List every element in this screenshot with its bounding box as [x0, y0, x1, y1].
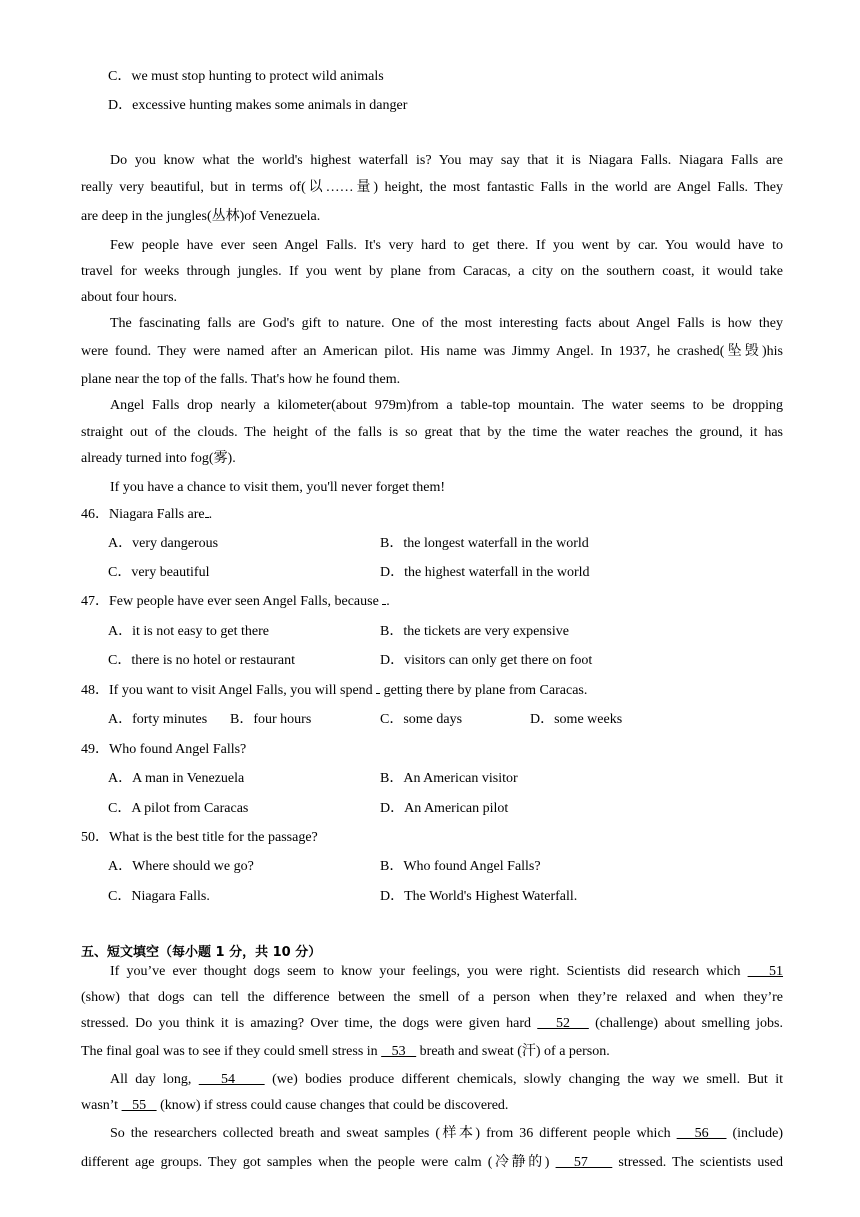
q50-option-d: D．The World's Highest Waterfall.	[380, 889, 578, 904]
question-49: 49．Who found Angel Falls?	[81, 742, 247, 757]
passage-p4-line2: straight out of the clouds. The height of the falls is so great that by the time the water reaches the ground, it has	[81, 425, 783, 440]
passage-p5: If you have a chance to visit them, you'll never forget them!	[110, 480, 446, 495]
passage-p4-line1: Angel Falls drop nearly a kilometer(about 979m)from a table-top mountain. The water seems to be dropping	[110, 398, 783, 413]
cloze-line-7: So the researchers collected breath and sweat samples (样本) from 36 different people which 56 (include)	[110, 1126, 784, 1141]
question-47: 47．Few people have ever seen Angel Falls, because .	[81, 594, 390, 609]
question-50: 50．What is the best title for the passage?	[81, 830, 318, 845]
passage-p1-line2: really very beautiful, but in terms of(以……量) height, the most fantastic Falls in the world are Angel Falls. They	[81, 180, 783, 195]
passage-p3-line1: The fascinating falls are God's gift to nature. One of the most interesting facts about Angel Falls is how they	[110, 316, 783, 331]
q48-option-d: D．some weeks	[530, 712, 623, 727]
cloze-line-1: If you’ve ever thought dogs seem to know your feelings, you were right. Scientists did research which 51	[110, 964, 784, 979]
blank-53: 53	[381, 1044, 417, 1059]
passage-p1-line1: Do you know what the world's highest waterfall is? You may say that it is Niagara Falls. Niagara Falls are	[110, 153, 783, 168]
passage-p1-line3: are deep in the jungles(丛林)of Venezuela.	[81, 209, 321, 224]
blank-51: 51	[747, 964, 784, 979]
cloze-line-5: All day long, 54 (we) bodies produce different chemicals, slowly changing the way we smell. But it	[110, 1072, 784, 1087]
q46-option-c: C．very beautiful	[108, 565, 210, 580]
q49-option-c: C．A pilot from Caracas	[108, 801, 249, 816]
cloze-line-2: (show) that dogs can tell the difference between the smell of a person when they’re relaxed and when they’re	[81, 990, 783, 1005]
prev-option-c: C．we must stop hunting to protect wild animals	[108, 69, 384, 84]
passage-p3-line2: were found. They were named after an American pilot. His name was Jimmy Angel. In 1937, he crashed(坠毁)his	[81, 344, 783, 359]
blank-56: 56	[676, 1126, 727, 1141]
q46-option-a: A．very dangerous	[108, 536, 219, 551]
q47-option-d: D．visitors can only get there on foot	[380, 653, 593, 668]
prev-option-d: D．excessive hunting makes some animals in danger	[108, 98, 408, 113]
blank-54: 54	[198, 1072, 265, 1087]
cloze-line-3: stressed. Do you think it is amazing? Over time, the dogs were given hard 52 (challenge) about smelling jobs.	[81, 1016, 784, 1031]
blank-57: 57	[555, 1155, 613, 1170]
q47-option-c: C．there is no hotel or restaurant	[108, 653, 296, 668]
cloze-line-6: wasn’t 55 (know) if stress could cause changes that could be discovered.	[81, 1098, 509, 1113]
passage-p3-line3: plane near the top of the falls. That's how he found them.	[81, 372, 401, 387]
q47-option-a: A．it is not easy to get there	[108, 624, 269, 639]
blank-55: 55	[121, 1098, 157, 1113]
q48-option-c: C．some days	[380, 712, 463, 727]
q48-option-a: A．forty minutes	[108, 712, 208, 727]
question-48: 48．If you want to visit Angel Falls, you will spend getting there by plane from Caracas.	[81, 683, 588, 698]
q49-option-d: D．An American pilot	[380, 801, 509, 816]
section-heading: 五、短文填空（每小题 1 分，共 10 分）	[81, 945, 322, 960]
passage-p4-line3: already turned into fog(雾).	[81, 451, 236, 466]
passage-p2-line3: about four hours.	[81, 290, 178, 305]
q50-option-a: A．Where should we go?	[108, 859, 254, 874]
q46-option-d: D．the highest waterfall in the world	[380, 565, 590, 580]
q46-option-b: B．the longest waterfall in the world	[380, 536, 589, 551]
q49-option-b: B．An American visitor	[380, 771, 518, 786]
q49-option-a: A．A man in Venezuela	[108, 771, 245, 786]
passage-p2-line2: travel for weeks through jungles. If you went by plane from Caracas, a city on the southern coast, it would take	[81, 264, 783, 279]
cloze-line-4: The final goal was to see if they could smell stress in 53 breath and sweat (汗) of a person.	[81, 1044, 610, 1059]
q50-option-b: B．Who found Angel Falls?	[380, 859, 541, 874]
q48-option-b: B．four hours	[230, 712, 312, 727]
cloze-line-8: different age groups. They got samples when the people were calm (冷静的) 57 stressed. The scientists used	[81, 1155, 784, 1170]
q47-option-b: B．the tickets are very expensive	[380, 624, 569, 639]
question-46: 46．Niagara Falls are .	[81, 507, 213, 522]
passage-p2-line1: Few people have ever seen Angel Falls. It's very hard to get there. If you went by car. You would have to	[110, 238, 783, 253]
q50-option-c: C．Niagara Falls.	[108, 889, 210, 904]
blank-52: 52	[537, 1016, 589, 1031]
